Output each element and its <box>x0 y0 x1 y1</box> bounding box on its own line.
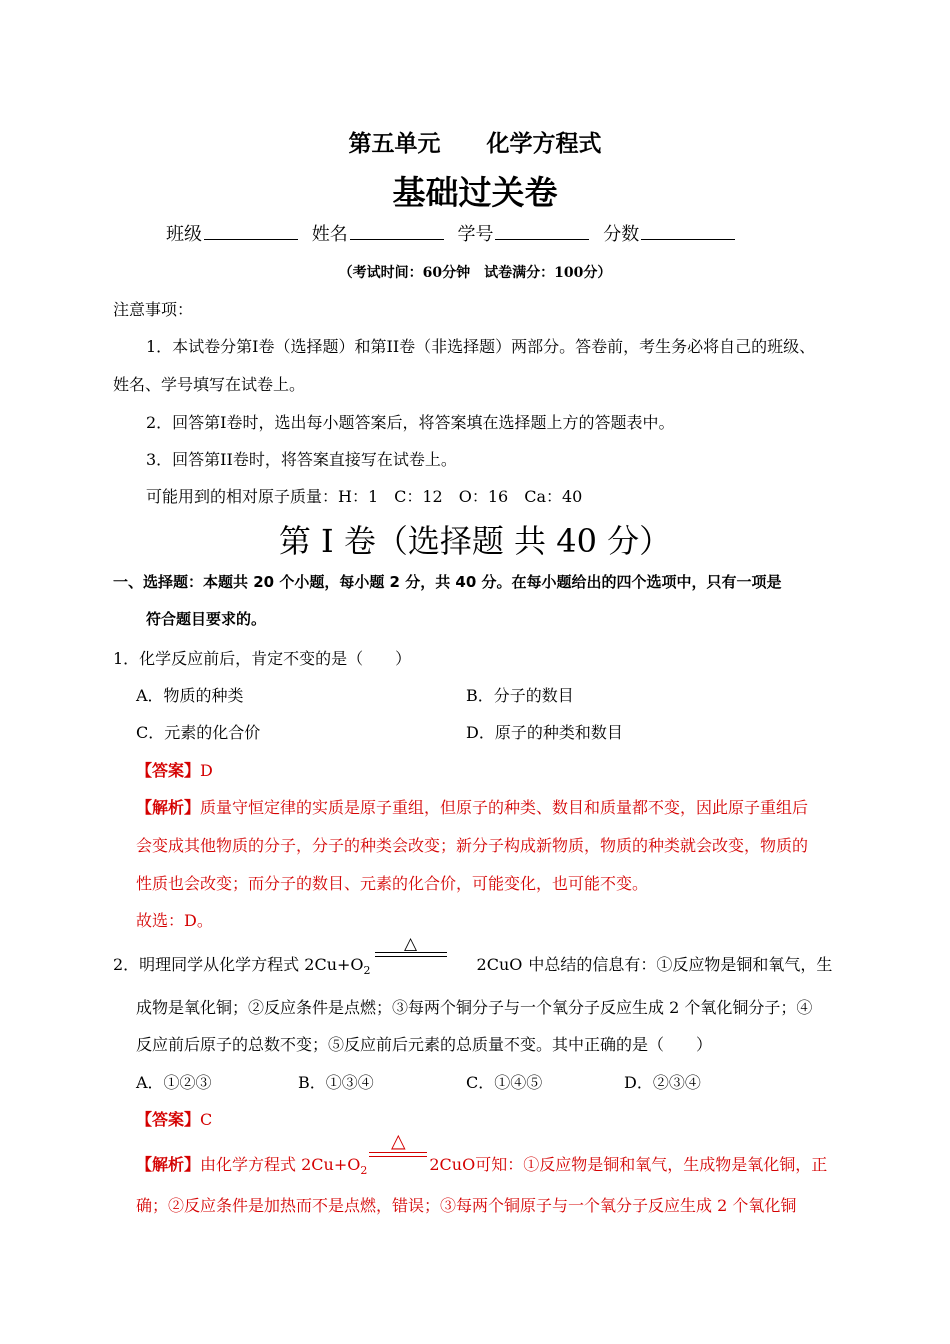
analysis-equals-sign <box>369 1130 427 1170</box>
q1-answer-label: 【答案】 <box>136 761 201 780</box>
q1-option-d: D．原子的种类和数目 <box>466 723 623 742</box>
q2-stem-prefix: 2．明理同学从化学方程式 2Cu+O <box>113 955 364 974</box>
atomic-mass-line: 可能用到的相对原子质量：H：1 C：12 O：16 Ca：40 <box>146 487 583 506</box>
note-item-1-line1: 1．本试卷分第I卷（选择题）和第II卷（非选择题）两部分。答卷前，考生务必将自己的班级、 <box>146 337 816 356</box>
student-id-blank[interactable] <box>495 225 589 240</box>
q2-answer-label: 【答案】 <box>136 1110 201 1129</box>
q2-stem-product: 2CuO <box>476 955 523 974</box>
student-info-fields <box>166 220 743 246</box>
heat-condition-icon: △ <box>403 934 418 954</box>
q2-analysis-product: 2CuO <box>429 1155 476 1174</box>
exam-info: （考试时间：60分钟 试卷满分：100分） <box>338 265 612 281</box>
q2-answer-value: C <box>200 1110 213 1129</box>
q2-option-c: C．①④⑤ <box>466 1073 543 1092</box>
q1-option-b: B．分子的数目 <box>466 686 574 705</box>
q1-analysis-line2: 会变成其他物质的分子，分子的种类会改变；新分子构成新物质，物质的种类就会改变，物质的 <box>136 836 809 855</box>
class-label: 班级 <box>166 224 202 245</box>
notes-heading: 注意事项： <box>113 300 194 319</box>
q2-analysis-label: 【解析】 <box>136 1155 201 1174</box>
q2-stem-line2: 成物是氧化铜；②反应条件是点燃；③每两个铜分子与一个氧分子反应生成 2 个氧化铜分子；④ <box>136 998 813 1017</box>
q1-answer <box>136 758 213 781</box>
note-item-2: 2．回答第I卷时，选出每小题答案后，将答案填在选择题上方的答题表中。 <box>146 413 675 432</box>
score-blank[interactable] <box>641 225 735 240</box>
student-id-label: 学号 <box>457 224 494 245</box>
q2-analysis-line1 <box>136 1130 828 1178</box>
note-item-3: 3．回答第II卷时，将答案直接写在试卷上。 <box>146 450 457 469</box>
q1-answer-value: D <box>200 761 213 780</box>
note-item-1-line2: 姓名、学号填写在试卷上。 <box>113 375 306 394</box>
name-label: 姓名 <box>311 224 348 245</box>
q1-option-a: A．物质的种类 <box>136 686 244 705</box>
unit-title: 第五单元 化学方程式 <box>348 130 602 157</box>
q1-analysis-text1: 质量守恒定律的实质是原子重组，但原子的种类、数目和质量都不变，因此原子重组后 <box>200 798 809 817</box>
analysis-heat-condition-icon: △ <box>391 1130 406 1152</box>
class-blank[interactable] <box>204 225 298 240</box>
q2-option-a: A．①②③ <box>136 1073 212 1092</box>
q2-option-b: B．①③④ <box>298 1073 374 1092</box>
q2-stem-line3: 反应前后原子的总数不变；⑤反应前后元素的总质量不变。其中正确的是（ ） <box>136 1035 713 1054</box>
section-instruction-line2: 符合题目要求的。 <box>146 610 267 628</box>
section-title: 第 I 卷（选择题 共 40 分） <box>278 522 672 560</box>
q2-analysis-suffix: 可知：①反应物是铜和氧气，生成物是氧化铜，正 <box>475 1155 828 1174</box>
q1-stem: 1．化学反应前后，肯定不变的是（ ） <box>113 649 412 668</box>
q1-analysis-line3: 性质也会改变；而分子的数目、元素的化合价，可能变化，也可能不变。 <box>136 874 649 893</box>
name-blank[interactable] <box>350 225 444 240</box>
section-instruction-line1: 一、选择题：本题共 20 个小题，每小题 2 分，共 40 分。在每小题给出的四个选项中，只有一项是 <box>113 573 782 591</box>
reaction-equals-sign <box>375 934 447 970</box>
q1-analysis-line1 <box>136 795 808 818</box>
q2-stem-line1 <box>113 934 833 978</box>
q1-analysis-label: 【解析】 <box>136 798 201 817</box>
score-label: 分数 <box>603 224 640 245</box>
q1-option-c: C．元素的化合价 <box>136 723 261 742</box>
page-title: 基础过关卷 <box>392 173 558 212</box>
q2-subscript: 2 <box>363 964 371 978</box>
q2-analysis-subscript: 2 <box>360 1164 368 1178</box>
q2-analysis-line2: 确；②反应条件是加热而不是点燃，错误；③每两个铜原子与一个氧分子反应生成 2 个氧化铜 <box>136 1196 797 1215</box>
q2-stem-suffix: 中总结的信息有：①反应物是铜和氧气，生 <box>528 955 833 974</box>
q2-option-d: D．②③④ <box>624 1073 701 1092</box>
q2-answer <box>136 1107 212 1130</box>
q1-conclusion: 故选：D。 <box>136 911 213 930</box>
q2-analysis-prefix: 由化学方程式 2Cu+O <box>200 1155 361 1174</box>
